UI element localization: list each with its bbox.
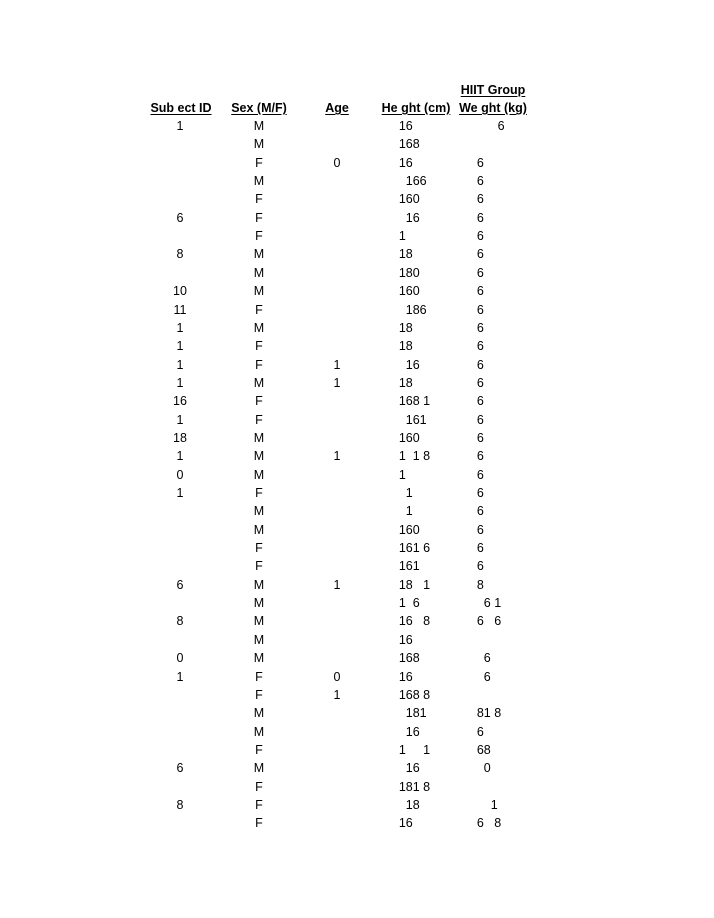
height-cell: 181 [378,706,427,720]
sex-cell: F [255,816,263,830]
weight-cell: 6 1 [456,596,502,610]
weight-cell: 6 [456,725,484,739]
height-cell: 18 1 [378,578,431,592]
age-cell: 1 [333,449,341,463]
age-cell: 1 [333,376,341,390]
subject-id-cell: 8 [176,798,184,812]
height-cell: 1 1 8 [378,449,431,463]
weight-cell: 6 [456,541,484,555]
sex-cell: M [253,247,265,261]
height-cell: 168 [378,651,420,665]
subject-id-cell: 1 [176,413,184,427]
age-cell: 0 [333,670,341,684]
height-cell: 186 [378,303,427,317]
subject-id-cell: 1 [176,376,184,390]
weight-cell: 6 [456,192,484,206]
sex-cell: F [255,688,263,702]
weight-cell: 6 [456,449,484,463]
subject-id-cell: 1 [176,670,184,684]
sex-cell: F [255,211,263,225]
height-cell: 18 [378,247,413,261]
header-height: He ght (cm) [381,101,451,115]
subject-id-cell: 1 [176,486,184,500]
sex-cell: M [253,137,265,151]
sex-cell: F [255,156,263,170]
sex-cell: M [253,174,265,188]
height-cell: 160 [378,431,420,445]
height-cell: 18 [378,376,413,390]
subject-id-cell: 16 [173,394,187,408]
weight-cell: 6 [456,670,491,684]
sex-cell: F [255,743,263,757]
sex-cell: F [255,303,263,317]
height-cell: 1 1 [378,743,431,757]
weight-cell: 6 [456,303,484,317]
sex-cell: M [253,468,265,482]
sex-cell: M [253,614,265,628]
height-cell: 161 [378,413,427,427]
sex-cell: M [253,725,265,739]
height-cell: 168 8 [378,688,431,702]
weight-cell: 6 [456,523,484,537]
age-cell: 1 [333,358,341,372]
subject-id-cell: 10 [173,284,187,298]
weight-cell: 6 6 [456,614,502,628]
height-cell: 168 1 [378,394,431,408]
sex-cell: M [253,266,265,280]
weight-cell: 6 [456,651,491,665]
sex-cell: F [255,339,263,353]
height-cell: 16 8 [378,614,431,628]
age-cell: 1 [333,578,341,592]
height-cell: 18 [378,321,413,335]
height-cell: 16 [378,633,413,647]
sex-cell: M [253,633,265,647]
height-cell: 161 6 [378,541,431,555]
subject-id-cell: 11 [173,303,187,317]
group-title: HIIT Group [460,83,526,97]
sex-cell: M [253,596,265,610]
height-cell: 16 [378,119,413,133]
height-cell: 168 [378,137,420,151]
subject-id-cell: 0 [176,468,184,482]
height-cell: 16 [378,670,413,684]
sex-cell: F [255,780,263,794]
height-cell: 1 6 [378,596,420,610]
sex-cell: F [255,358,263,372]
sex-cell: M [253,761,265,775]
subject-id-cell: 6 [176,578,184,592]
height-cell: 16 [378,211,420,225]
weight-cell: 6 [456,504,484,518]
weight-cell: 6 [456,211,484,225]
sex-cell: F [255,486,263,500]
height-cell: 160 [378,523,420,537]
sex-cell: M [253,523,265,537]
height-cell: 1 [378,229,406,243]
header-subject-id: Sub ect ID [150,101,212,115]
sex-cell: M [253,504,265,518]
height-cell: 16 [378,725,420,739]
height-cell: 160 [378,192,420,206]
weight-cell: 6 [456,559,484,573]
height-cell: 160 [378,284,420,298]
sex-cell: M [253,321,265,335]
height-cell: 16 [378,358,420,372]
sex-cell: M [253,431,265,445]
weight-cell: 1 [456,798,498,812]
weight-cell: 6 [456,339,484,353]
weight-cell: 68 [456,743,491,757]
weight-cell: 6 [456,247,484,261]
header-sex: Sex (M/F) [231,101,287,115]
weight-cell: 6 [456,174,484,188]
height-cell: 16 [378,761,420,775]
sex-cell: M [253,284,265,298]
height-cell: 16 [378,816,413,830]
height-cell: 166 [378,174,427,188]
height-cell: 180 [378,266,420,280]
age-cell: 1 [333,688,341,702]
subject-id-cell: 1 [176,119,184,133]
height-cell: 1 [378,468,406,482]
height-cell: 16 [378,156,413,170]
subject-id-cell: 6 [176,761,184,775]
sex-cell: M [253,119,265,133]
sex-cell: M [253,706,265,720]
sex-cell: M [253,449,265,463]
sex-cell: M [253,376,265,390]
height-cell: 161 [378,559,420,573]
height-cell: 181 8 [378,780,431,794]
subject-id-cell: 1 [176,449,184,463]
weight-cell: 6 [456,284,484,298]
age-cell: 0 [333,156,341,170]
sex-cell: M [253,651,265,665]
height-cell: 1 [378,504,413,518]
sex-cell: F [255,413,263,427]
weight-cell: 6 [456,266,484,280]
sex-cell: F [255,541,263,555]
weight-cell: 6 [456,156,484,170]
weight-cell: 6 [456,413,484,427]
weight-cell: 8 [456,578,484,592]
header-weight: We ght (kg) [459,101,527,115]
subject-id-cell: 6 [176,211,184,225]
subject-id-cell: 8 [176,247,184,261]
sex-cell: M [253,578,265,592]
weight-cell: 6 [456,229,484,243]
weight-cell: 6 [456,394,484,408]
sex-cell: F [255,670,263,684]
weight-cell: 6 [456,431,484,445]
sex-cell: F [255,798,263,812]
subject-id-cell: 8 [176,614,184,628]
weight-cell: 6 [456,358,484,372]
weight-cell: 6 8 [456,816,502,830]
sex-cell: F [255,559,263,573]
subject-id-cell: 18 [173,431,187,445]
weight-cell: 6 [456,321,484,335]
height-cell: 1 [378,486,413,500]
subject-id-cell: 1 [176,358,184,372]
subject-id-cell: 1 [176,339,184,353]
weight-cell: 0 [456,761,491,775]
weight-cell: 6 [456,486,484,500]
weight-cell: 6 [456,119,505,133]
sex-cell: F [255,394,263,408]
weight-cell: 6 [456,376,484,390]
sex-cell: F [255,229,263,243]
weight-cell: 6 [456,468,484,482]
header-age: Age [325,101,349,115]
weight-cell: 81 8 [456,706,502,720]
height-cell: 18 [378,798,420,812]
subject-id-cell: 0 [176,651,184,665]
sex-cell: F [255,192,263,206]
subject-id-cell: 1 [176,321,184,335]
height-cell: 18 [378,339,413,353]
